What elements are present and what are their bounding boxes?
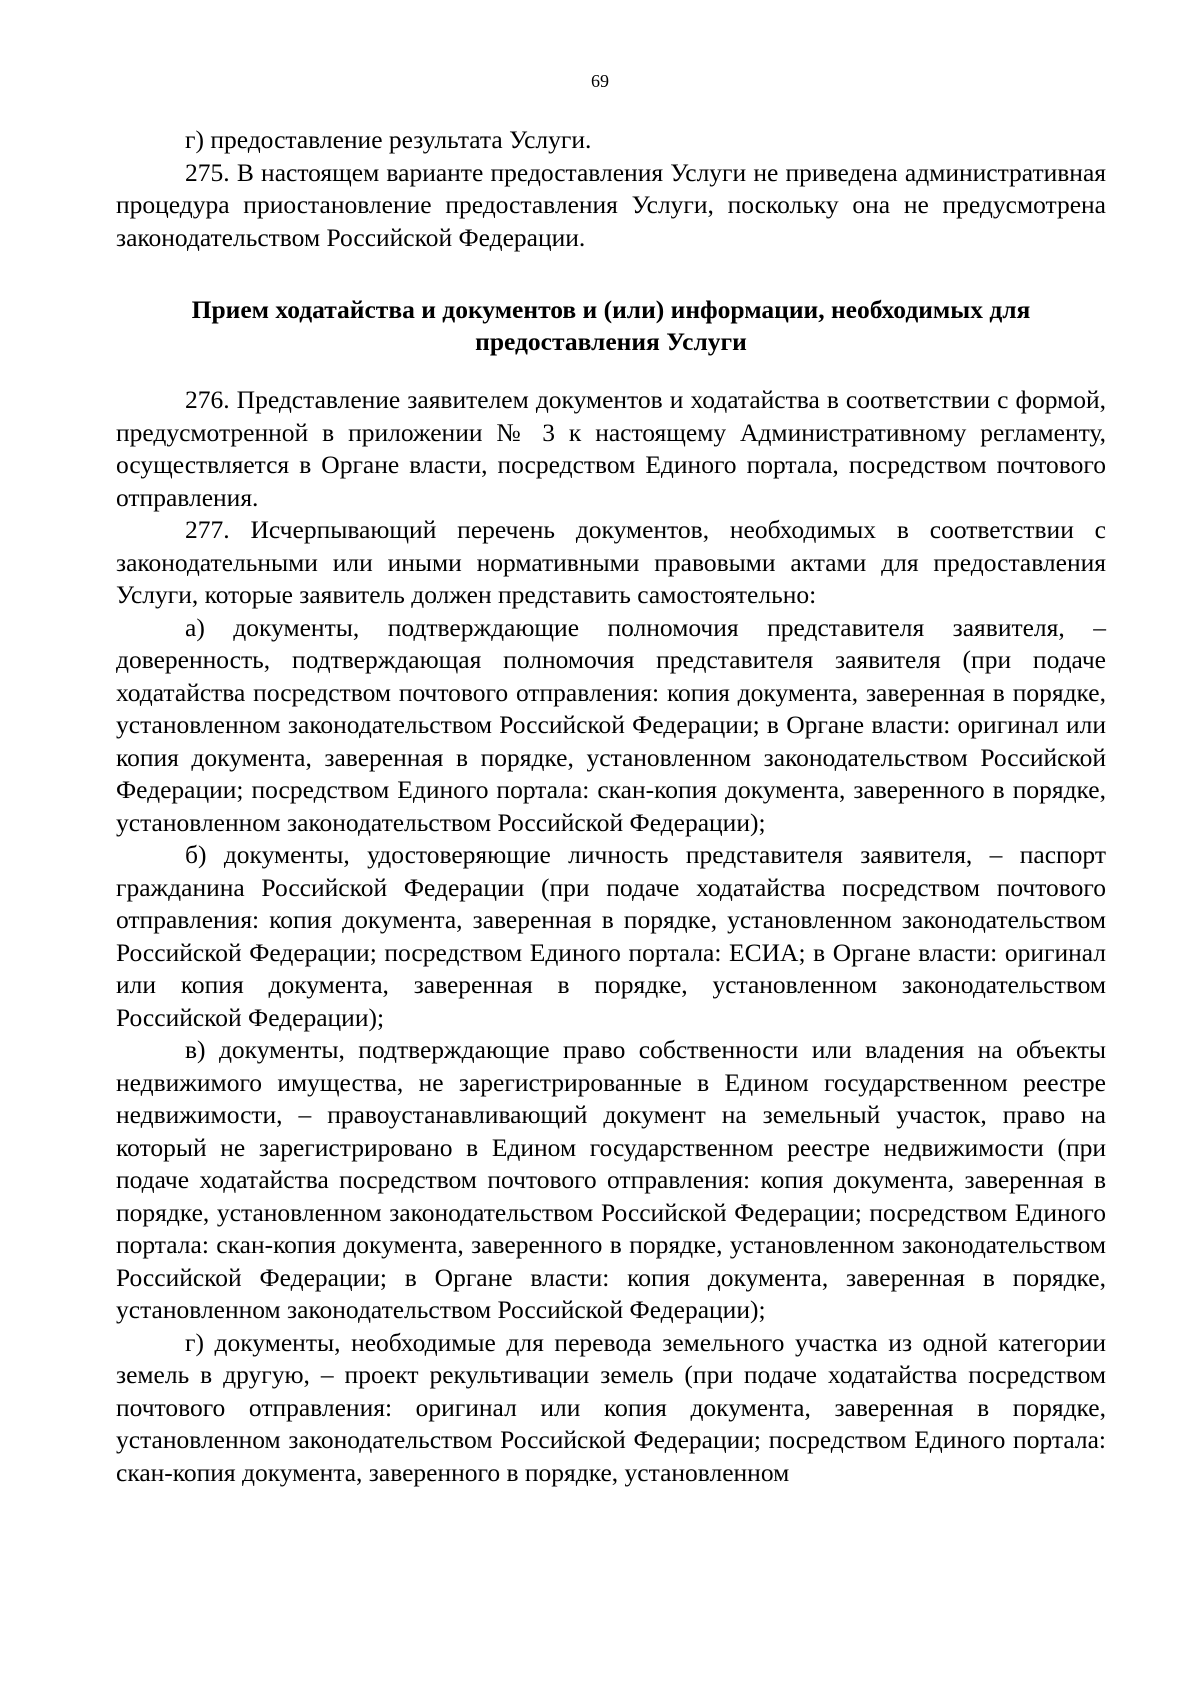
document-body — [116, 124, 1106, 1489]
list-item-g: г) документы, необходимые для перевода земельного участка из одной категории земель в другую, – проект рекультивации земель (при подаче ходатайства посредством почтового отправления: оригинал или копия документа, заверенная в порядке, установленном законодательством Российской Федерации; посредством Единого портала: скан-копия документа, заверенного в порядке, установленном — [116, 1327, 1106, 1487]
list-item-b: б) документы, удостоверяющие личность представителя заявителя, – паспорт гражданина Российской Федерации (при подаче ходатайства посредством почтового отправления: копия документа, заверенная в порядке, установленном законодательством Российской Федерации; посредством Единого портала: ЕСИА; в Органе власти: оригинал или копия документа, заверенная в порядке, установленном законодательством Российской Федерации); — [116, 840, 1106, 1032]
section-heading — [116, 294, 1106, 358]
page-number: 69 — [591, 71, 609, 91]
paragraph-276: 276. Представление заявителем документов и ходатайства в соответствии с формой, предусмотренной в приложении № 3 к настоящему Административному регламенту, осуществляется в Органе власти, посредством Единого портала, посредством почтового отправления. — [116, 385, 1106, 512]
list-item-a: а) документы, подтверждающие полномочия представителя заявителя, – доверенность, подтверждающая полномочия представителя заявителя (при подаче ходатайства посредством почтового отправления: копия документа, заверенная в порядке, установленном законодательством Российской Федерации; в Органе власти: оригинал или копия документа, заверенная в порядке, установленном законодательством Российской Федерации; посредством Единого портала: скан-копия документа, заверенного в порядке, установленном законодательством Российской Федерации); — [116, 612, 1106, 837]
section-heading-line-2: предоставления Услуги — [475, 327, 747, 356]
paragraph-277: 277. Исчерпывающий перечень документов, необходимых в соответствии с законодательными или иными нормативными правовыми актами для предоставления Услуги, которые заявитель должен представить самостоятельно: — [116, 515, 1106, 609]
paragraph-275: 275. В настоящем варианте предоставления Услуги не приведена административная процедура приостановление предоставления Услуги, поскольку она не предусмотрена законодательством Российской Федерации. — [116, 157, 1106, 252]
list-item-v: в) документы, подтверждающие право собственности или владения на объекты недвижимого имущества, не зарегистрированные в Едином государственном реестре недвижимости, – правоустанавливающий документ на земельный участок, право на который не зарегистрировано в Едином государственном реестре недвижимости (при подаче ходатайства посредством почтового отправления: копия документа, заверенная в порядке, установленном законодательством Российской Федерации; посредством Единого портала: скан-копия документа, заверенного в порядке, установленном законодательством Российской Федерации; в Органе власти: копия документа, заверенная в порядке, установленном законодательством Российской Федерации); — [116, 1035, 1106, 1324]
section-heading-line-1: Прием ходатайства и документов и (или) информации, необходимых для — [191, 295, 1031, 324]
paragraph-result-item: г) предоставление результата Услуги. — [185, 125, 592, 154]
